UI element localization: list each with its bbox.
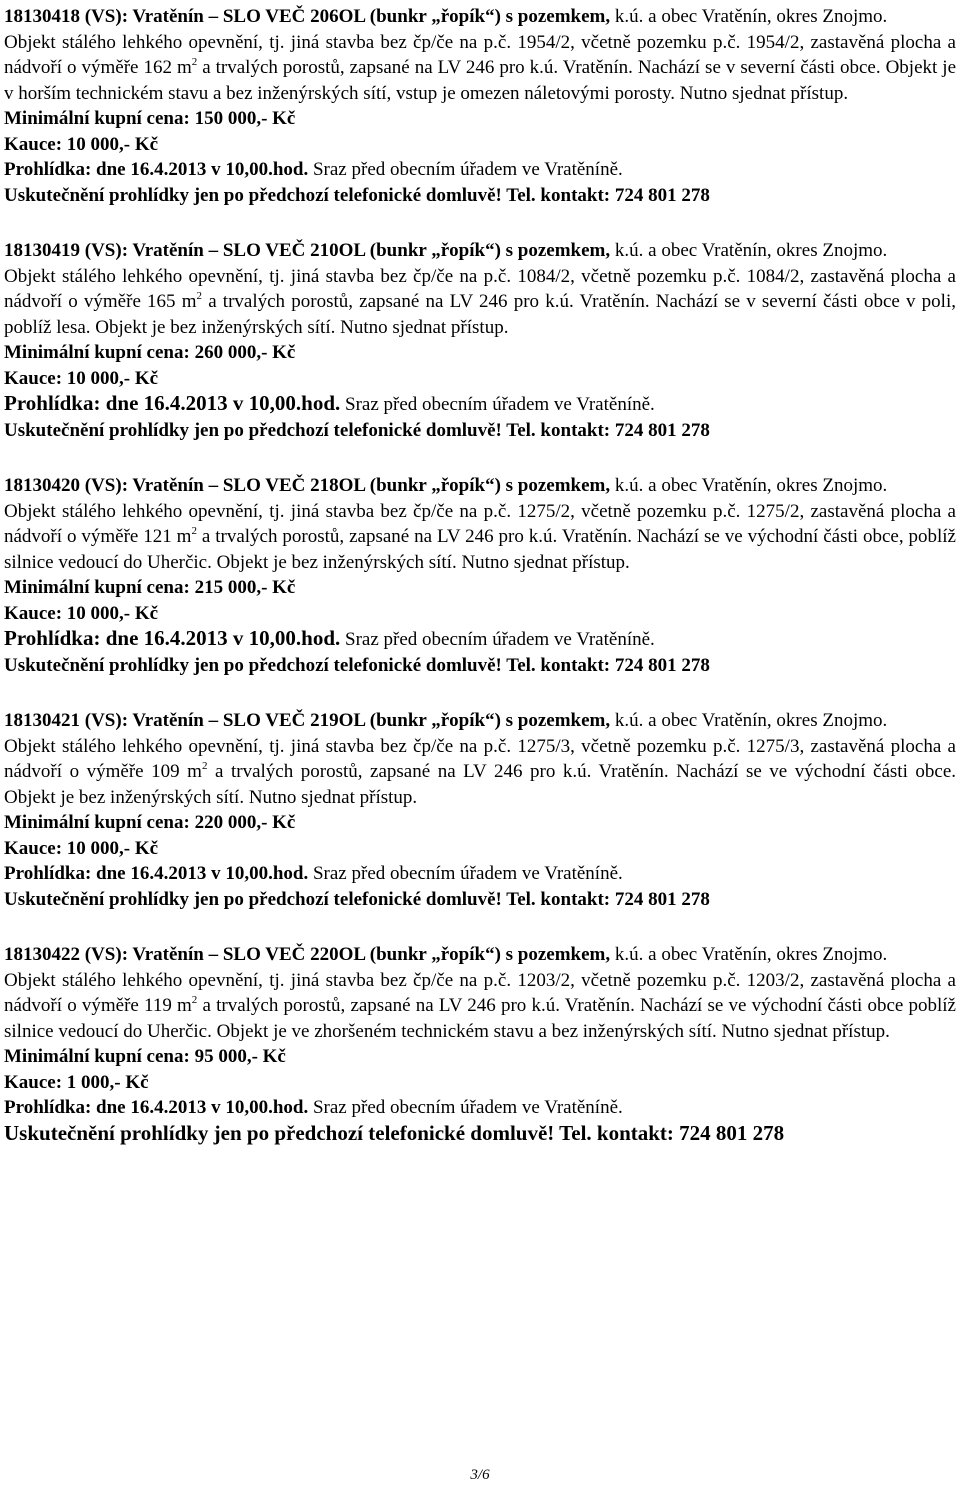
- area-superscript: 2: [191, 524, 197, 537]
- viewing-place: Sraz před obecním úřadem ve Vratěníně.: [340, 629, 655, 650]
- viewing-place: Sraz před obecním úřadem ve Vratěníně.: [308, 1097, 623, 1118]
- contact-info: Uskutečnění prohlídky jen po předchozí telefonické domluvě! Tel. kontakt: 724 801 278: [4, 654, 710, 676]
- listing-item: [4, 238, 956, 443]
- listing-heading: [4, 4, 956, 30]
- listing-title: 18130421 (VS): Vratěnín – SLO VEČ 219OL (bunkr „řopík“) s pozemkem,: [4, 710, 611, 731]
- area-superscript: 2: [191, 55, 198, 68]
- description-part-a: Objekt stálého lehkého opevnění, tj. jiná stavba bez čp/če na p.č. 1275/3, včetně pozemku p.č. 1275/3, zastavěná plocha a nádvoří o výměře 109 m: [4, 735, 956, 782]
- viewing-info: [4, 391, 956, 418]
- viewing-date: Prohlídka: dne 16.4.2013 v 10,00.hod.: [4, 626, 341, 650]
- contact-info: Uskutečnění prohlídky jen po předchozí telefonické domluvě! Tel. kontakt: 724 801 278: [4, 184, 710, 206]
- viewing-place: Sraz před obecním úřadem ve Vratěníně.: [308, 159, 623, 180]
- listing-location: k.ú. a obec Vratěnín, okres Znojmo.: [610, 710, 888, 731]
- listing-description: [4, 499, 956, 576]
- viewing-info: [4, 861, 956, 887]
- document-page: [4, 4, 956, 1176]
- description-part-b: a trvalých porostů, zapsané na LV 246 pro k.ú. Vratěnín. Nachází se v severní části obce. Objekt je v horším technickém stavu a bez inženýrských sítí, vstup je omezen náletovými porosty. Nutno sjednat přístup.: [4, 57, 956, 104]
- deposit: Kauce: 10 000,- Kč: [4, 602, 159, 624]
- viewing-info: [4, 626, 956, 653]
- area-superscript: 2: [196, 289, 203, 302]
- listing-description: [4, 734, 956, 811]
- listing-location: k.ú. a obec Vratěnín, okres Znojmo.: [610, 240, 888, 261]
- viewing-date: Prohlídka: dne 16.4.2013 v 10,00.hod.: [4, 159, 309, 180]
- description-part-a: Objekt stálého lehkého opevnění, tj. jiná stavba bez čp/če na p.č. 1203/2, včetně pozemku p.č. 1203/2, zastavěná plocha a nádvoří o výměře 119 m: [4, 969, 956, 1016]
- listing-description: [4, 30, 956, 107]
- viewing-date: Prohlídka: dne 16.4.2013 v 10,00.hod.: [4, 391, 341, 415]
- description-part-b: a trvalých porostů, zapsané na LV 246 pro k.ú. Vratěnín. Nachází se v severní části obce v poli, poblíž lesa. Objekt je bez inženýrských sítí. Nutno sjednat přístup.: [4, 291, 956, 338]
- contact-info: Uskutečnění prohlídky jen po předchozí telefonické domluvě! Tel. kontakt: 724 801 278: [4, 1120, 785, 1145]
- listing-title: 18130420 (VS): Vratěnín – SLO VEČ 218OL (bunkr „řopík“) s pozemkem,: [4, 475, 611, 496]
- listing-title: 18130419 (VS): Vratěnín – SLO VEČ 210OL (bunkr „řopík“) s pozemkem,: [4, 240, 611, 261]
- listing-heading: [4, 708, 956, 734]
- min-price: Minimální kupní cena: 95 000,- Kč: [4, 1046, 286, 1067]
- area-superscript: 2: [201, 759, 208, 772]
- listing-item: [4, 4, 956, 208]
- listing-location: k.ú. a obec Vratěnín, okres Znojmo.: [610, 6, 888, 27]
- description-part-a: Objekt stálého lehkého opevnění, tj. jiná stavba bez čp/če na p.č. 1954/2, včetně pozemku p.č. 1954/2, zastavěná plocha a nádvoří o výměře 162 m: [4, 31, 956, 78]
- deposit: Kauce: 10 000,- Kč: [4, 837, 159, 859]
- listing-heading: [4, 238, 956, 264]
- contact-info: Uskutečnění prohlídky jen po předchozí telefonické domluvě! Tel. kontakt: 724 801 278: [4, 419, 710, 441]
- viewing-place: Sraz před obecním úřadem ve Vratěníně.: [340, 394, 655, 415]
- listing-location: k.ú. a obec Vratěnín, okres Znojmo.: [610, 475, 888, 496]
- deposit: Kauce: 10 000,- Kč: [4, 133, 159, 155]
- listing-location: k.ú. a obec Vratěnín, okres Znojmo.: [610, 944, 888, 965]
- viewing-info: [4, 1095, 956, 1121]
- min-price: Minimální kupní cena: 150 000,- Kč: [4, 108, 296, 129]
- description-part-b: a trvalých porostů, zapsané na LV 246 pro k.ú. Vratěnín. Nachází se ve východní části obce poblíž silnice vedoucí do Uherčic. Objekt je ve zhoršeném technickém stavu a bez inženýrských sítí. Nutno sjednat přístup.: [4, 995, 956, 1042]
- listing-item: [4, 473, 956, 678]
- listing-item: [4, 708, 956, 912]
- description-part-b: a trvalých porostů, zapsané na LV 246 pro k.ú. Vratěnín. Nachází se ve východní části obce, poblíž silnice vedoucí do Uherčic. Objekt je bez inženýrských sítí. Nutno sjednat přístup.: [4, 526, 956, 573]
- deposit: Kauce: 10 000,- Kč: [4, 367, 159, 389]
- listing-heading: [4, 473, 956, 499]
- area-superscript: 2: [191, 993, 198, 1006]
- contact-info: Uskutečnění prohlídky jen po předchozí telefonické domluvě! Tel. kontakt: 724 801 278: [4, 888, 710, 910]
- listing-title: 18130418 (VS): Vratěnín – SLO VEČ 206OL (bunkr „řopík“) s pozemkem,: [4, 6, 611, 27]
- listing-title: 18130422 (VS): Vratěnín – SLO VEČ 220OL (bunkr „řopík“) s pozemkem,: [4, 944, 611, 965]
- description-part-a: Objekt stálého lehkého opevnění, tj. jiná stavba bez čp/če na p.č. 1275/2, včetně pozemku p.č. 1275/2, zastavěná plocha a nádvoří o výměře 121 m: [4, 500, 956, 547]
- description-part-a: Objekt stálého lehkého opevnění, tj. jiná stavba bez čp/če na p.č. 1084/2, včetně pozemku p.č. 1084/2, zastavěná plocha a nádvoří o výměře 165 m: [4, 265, 956, 312]
- min-price: Minimální kupní cena: 215 000,- Kč: [4, 577, 296, 598]
- deposit: Kauce: 1 000,- Kč: [4, 1071, 149, 1093]
- viewing-date: Prohlídka: dne 16.4.2013 v 10,00.hod.: [4, 1097, 309, 1118]
- viewing-info: [4, 157, 956, 183]
- listing-description: [4, 264, 956, 341]
- page-number: 3/6: [470, 1467, 490, 1483]
- description-part-b: a trvalých porostů, zapsané na LV 246 pro k.ú. Vratěnín. Nachází se ve východní části obce. Objekt je bez inženýrských sítí. Nutno sjednat přístup.: [4, 761, 957, 808]
- listing-heading: [4, 942, 956, 968]
- viewing-date: Prohlídka: dne 16.4.2013 v 10,00.hod.: [4, 863, 309, 884]
- min-price: Minimální kupní cena: 220 000,- Kč: [4, 812, 296, 833]
- listing-description: [4, 968, 956, 1045]
- viewing-place: Sraz před obecním úřadem ve Vratěníně.: [308, 863, 623, 884]
- min-price: Minimální kupní cena: 260 000,- Kč: [4, 342, 296, 363]
- listing-item: [4, 942, 956, 1146]
